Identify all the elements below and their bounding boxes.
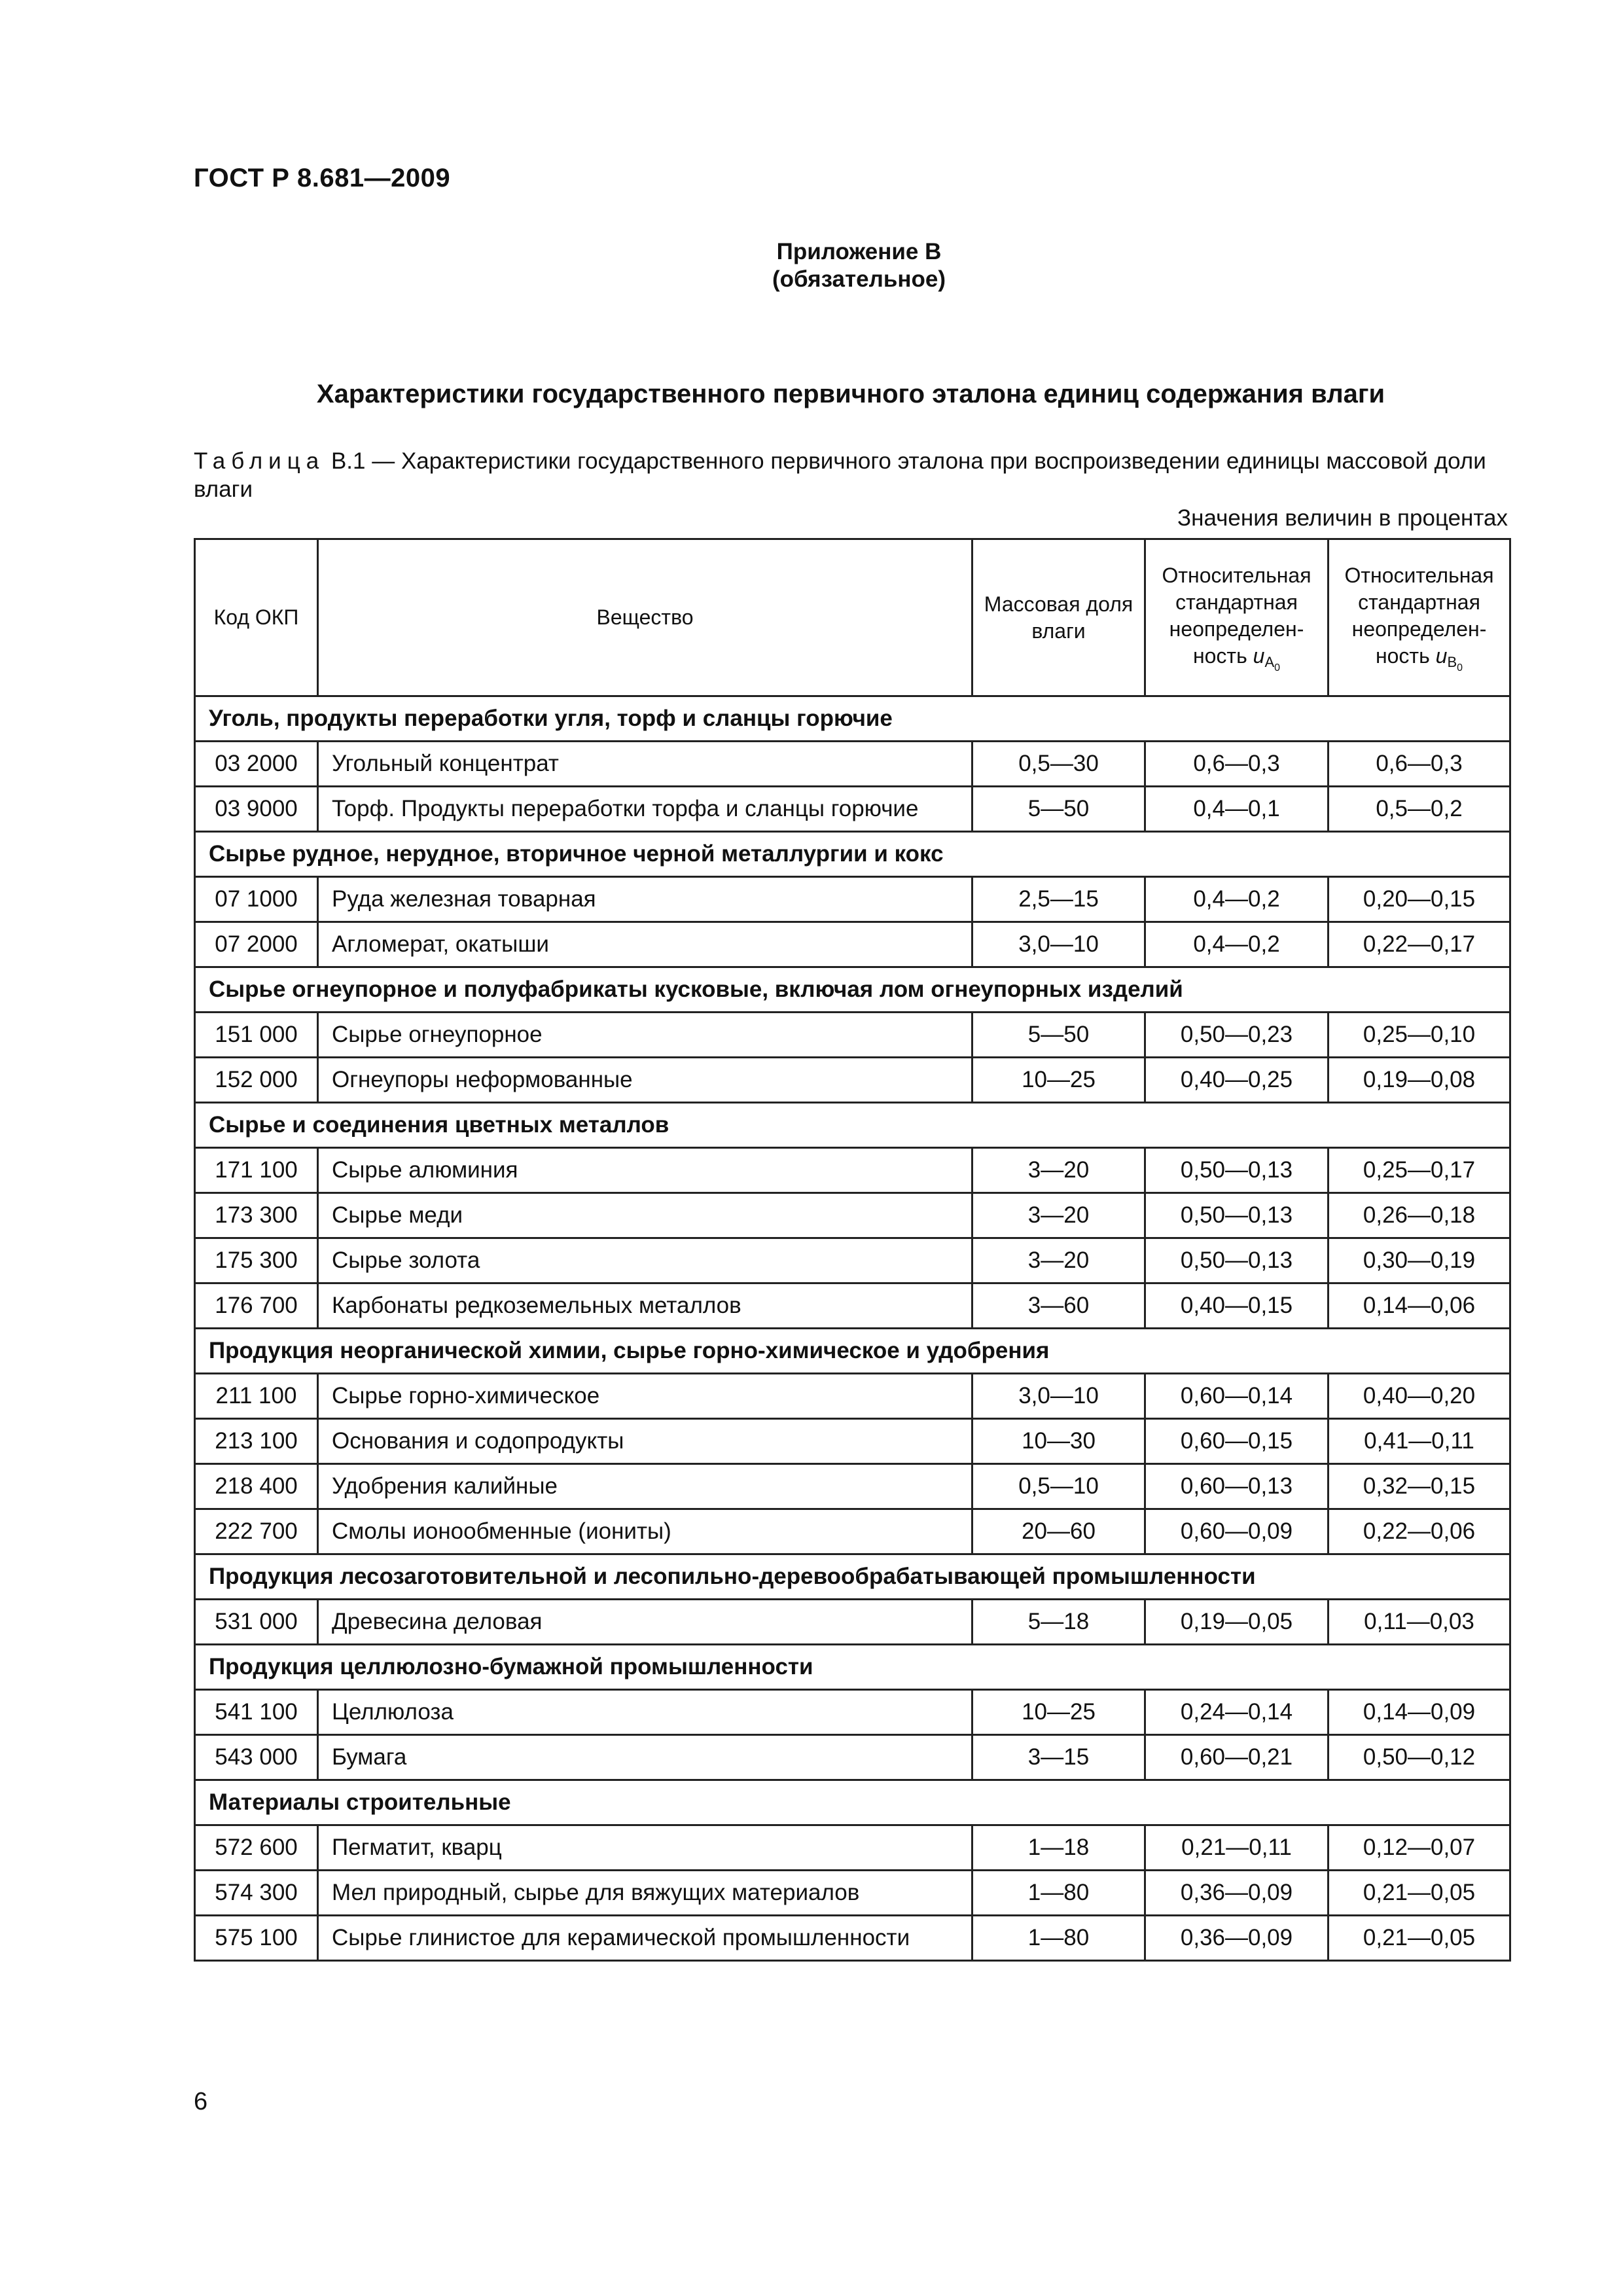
cell-mass-fraction: 3—20 [972,1148,1145,1193]
group-row [195,1780,1510,1825]
units-note: Значения величин в процентах [1177,505,1508,531]
cell-mass-fraction: 3—20 [972,1238,1145,1283]
cell-uncertainty-a: 0,6—0,3 [1145,742,1329,787]
cell-mass-fraction: 5—50 [972,1013,1145,1058]
cell-substance: Агломерат, окатыши [318,922,972,967]
cell-code: 531 000 [195,1600,318,1645]
cell-substance: Удобрения калийные [318,1464,972,1509]
cell-mass-fraction: 3,0—10 [972,922,1145,967]
group-row [195,832,1510,877]
cell-uncertainty-b: 0,21—0,05 [1329,1871,1510,1916]
cell-uncertainty-a: 0,50—0,23 [1145,1013,1329,1058]
cell-substance: Сырье горно-химическое [318,1374,972,1419]
cell-substance: Руда железная товарная [318,877,972,922]
cell-substance: Смолы ионообменные (иониты) [318,1509,972,1554]
table-row [195,1509,1510,1554]
group-title: Сырье и соединения цветных металлов [195,1103,1510,1148]
cell-uncertainty-a: 0,40—0,15 [1145,1283,1329,1329]
table-caption-prefix: Таблица [194,448,325,474]
header-code: Код ОКП [195,539,318,696]
table-row [195,787,1510,832]
cell-code: 03 2000 [195,742,318,787]
header-uncertainty-b: Относительная стандартная неопределен- ность $uB_0$ [1329,539,1510,696]
cell-uncertainty-b: 0,11—0,03 [1329,1600,1510,1645]
cell-mass-fraction: 10—25 [972,1058,1145,1103]
cell-uncertainty-b: 0,26—0,18 [1329,1193,1510,1238]
table-row [195,1735,1510,1780]
cell-code: 151 000 [195,1013,318,1058]
cell-mass-fraction: 1—18 [972,1825,1145,1871]
cell-uncertainty-b: 0,19—0,08 [1329,1058,1510,1103]
cell-uncertainty-a: 0,40—0,25 [1145,1058,1329,1103]
group-title: Продукция целлюлозно-бумажной промышленности [195,1645,1510,1690]
cell-code: 211 100 [195,1374,318,1419]
table-row [195,1058,1510,1103]
table-row [195,1238,1510,1283]
characteristics-table [194,538,1511,1962]
cell-substance: Древесина деловая [318,1600,972,1645]
cell-mass-fraction: 3—20 [972,1193,1145,1238]
cell-mass-fraction: 1—80 [972,1871,1145,1916]
cell-code: 572 600 [195,1825,318,1871]
appendix-title: Приложение В [776,239,942,264]
cell-code: 07 1000 [195,877,318,922]
cell-code: 171 100 [195,1148,318,1193]
cell-code: 574 300 [195,1871,318,1916]
cell-uncertainty-a: 0,21—0,11 [1145,1825,1329,1871]
table-caption [194,447,1509,503]
table-row [195,1419,1510,1464]
table-row [195,922,1510,967]
cell-uncertainty-b: 0,14—0,06 [1329,1283,1510,1329]
cell-mass-fraction: 0,5—10 [972,1464,1145,1509]
page-number: 6 [194,2088,208,2115]
cell-uncertainty-b: 0,25—0,10 [1329,1013,1510,1058]
table-row [195,1013,1510,1058]
cell-uncertainty-a: 0,4—0,1 [1145,787,1329,832]
cell-uncertainty-b: 0,50—0,12 [1329,1735,1510,1780]
cell-uncertainty-a: 0,60—0,21 [1145,1735,1329,1780]
group-title: Продукция неорганической химии, сырье горно-химическое и удобрения [195,1329,1510,1374]
cell-code: 541 100 [195,1690,318,1735]
cell-mass-fraction: 5—50 [972,787,1145,832]
cell-code: 176 700 [195,1283,318,1329]
cell-substance: Сырье золота [318,1238,972,1283]
cell-mass-fraction: 10—25 [972,1690,1145,1735]
cell-uncertainty-a: 0,60—0,14 [1145,1374,1329,1419]
cell-substance: Сырье глинистое для керамической промышленности [318,1916,972,1961]
cell-uncertainty-a: 0,60—0,15 [1145,1419,1329,1464]
cell-mass-fraction: 3—15 [972,1735,1145,1780]
cell-uncertainty-b: 0,32—0,15 [1329,1464,1510,1509]
cell-uncertainty-a: 0,4—0,2 [1145,877,1329,922]
cell-code: 543 000 [195,1735,318,1780]
cell-substance: Сырье меди [318,1193,972,1238]
group-title: Уголь, продукты переработки угля, торф и сланцы горючие [195,696,1510,742]
cell-code: 152 000 [195,1058,318,1103]
document-code: ГОСТ Р 8.681—2009 [194,164,451,192]
cell-uncertainty-b: 0,25—0,17 [1329,1148,1510,1193]
table-row [195,1690,1510,1735]
cell-uncertainty-b: 0,12—0,07 [1329,1825,1510,1871]
cell-uncertainty-a: 0,24—0,14 [1145,1690,1329,1735]
cell-code: 173 300 [195,1193,318,1238]
cell-mass-fraction: 0,5—30 [972,742,1145,787]
cell-uncertainty-a: 0,60—0,13 [1145,1464,1329,1509]
group-row [195,967,1510,1013]
cell-uncertainty-b: 0,41—0,11 [1329,1419,1510,1464]
cell-mass-fraction: 10—30 [972,1419,1145,1464]
cell-uncertainty-b: 0,6—0,3 [1329,742,1510,787]
cell-uncertainty-a: 0,36—0,09 [1145,1916,1329,1961]
cell-substance: Карбонаты редкоземельных металлов [318,1283,972,1329]
cell-code: 07 2000 [195,922,318,967]
cell-uncertainty-b: 0,5—0,2 [1329,787,1510,832]
cell-code: 03 9000 [195,787,318,832]
cell-code: 575 100 [195,1916,318,1961]
group-row [195,1329,1510,1374]
cell-uncertainty-b: 0,30—0,19 [1329,1238,1510,1283]
cell-uncertainty-b: 0,21—0,05 [1329,1916,1510,1961]
cell-code: 218 400 [195,1464,318,1509]
cell-substance: Угольный концентрат [318,742,972,787]
group-title: Сырье огнеупорное и полуфабрикаты кусковые, включая лом огнеупорных изделий [195,967,1510,1013]
table-row [195,1193,1510,1238]
group-title: Продукция лесозаготовительной и лесопильно-деревообрабатывающей промышленности [195,1554,1510,1600]
cell-uncertainty-a: 0,50—0,13 [1145,1238,1329,1283]
group-row [195,1103,1510,1148]
cell-code: 213 100 [195,1419,318,1464]
cell-uncertainty-a: 0,19—0,05 [1145,1600,1329,1645]
cell-uncertainty-b: 0,22—0,17 [1329,922,1510,967]
group-row [195,1645,1510,1690]
cell-mass-fraction: 2,5—15 [972,877,1145,922]
cell-uncertainty-b: 0,20—0,15 [1329,877,1510,922]
table-row [195,1871,1510,1916]
cell-uncertainty-b: 0,40—0,20 [1329,1374,1510,1419]
cell-code: 175 300 [195,1238,318,1283]
group-title: Материалы строительные [195,1780,1510,1825]
cell-substance: Сырье огнеупорное [318,1013,972,1058]
appendix-status: (обязательное) [772,266,946,292]
cell-substance: Сырье алюминия [318,1148,972,1193]
cell-uncertainty-b: 0,14—0,09 [1329,1690,1510,1735]
cell-substance: Пегматит, кварц [318,1825,972,1871]
table-row [195,1374,1510,1419]
cell-substance: Бумага [318,1735,972,1780]
cell-uncertainty-a: 0,4—0,2 [1145,922,1329,967]
header-substance: Вещество [318,539,972,696]
cell-code: 222 700 [195,1509,318,1554]
cell-mass-fraction: 5—18 [972,1600,1145,1645]
table-caption-text: В.1 — Характеристики государственного первичного эталона при воспроизведении единицы массовой доли влаги [194,448,1486,502]
cell-uncertainty-a: 0,36—0,09 [1145,1871,1329,1916]
section-title: Характеристики государственного первичного эталона единиц содержания влаги [316,380,1385,408]
cell-substance: Целлюлоза [318,1690,972,1735]
cell-mass-fraction: 3,0—10 [972,1374,1145,1419]
table-row [195,1600,1510,1645]
table-row [195,1283,1510,1329]
table-row [195,1916,1510,1961]
table-row [195,1464,1510,1509]
group-row [195,696,1510,742]
table-row [195,1825,1510,1871]
table-row [195,742,1510,787]
table-header-row [195,539,1510,696]
group-title: Сырье рудное, нерудное, вторичное черной металлургии и кокс [195,832,1510,877]
header-mass-fraction: Массовая доля влаги [972,539,1145,696]
cell-uncertainty-b: 0,22—0,06 [1329,1509,1510,1554]
cell-substance: Огнеупоры неформованные [318,1058,972,1103]
cell-mass-fraction: 20—60 [972,1509,1145,1554]
cell-substance: Торф. Продукты переработки торфа и сланцы горючие [318,787,972,832]
cell-mass-fraction: 1—80 [972,1916,1145,1961]
cell-uncertainty-a: 0,50—0,13 [1145,1148,1329,1193]
cell-substance: Мел природный, сырье для вяжущих материалов [318,1871,972,1916]
cell-uncertainty-a: 0,60—0,09 [1145,1509,1329,1554]
table-row [195,877,1510,922]
cell-mass-fraction: 3—60 [972,1283,1145,1329]
table-row [195,1148,1510,1193]
group-row [195,1554,1510,1600]
cell-uncertainty-a: 0,50—0,13 [1145,1193,1329,1238]
cell-substance: Основания и содопродукты [318,1419,972,1464]
header-uncertainty-a: Относительная стандартная неопределен- ность $uA_0$ [1145,539,1329,696]
